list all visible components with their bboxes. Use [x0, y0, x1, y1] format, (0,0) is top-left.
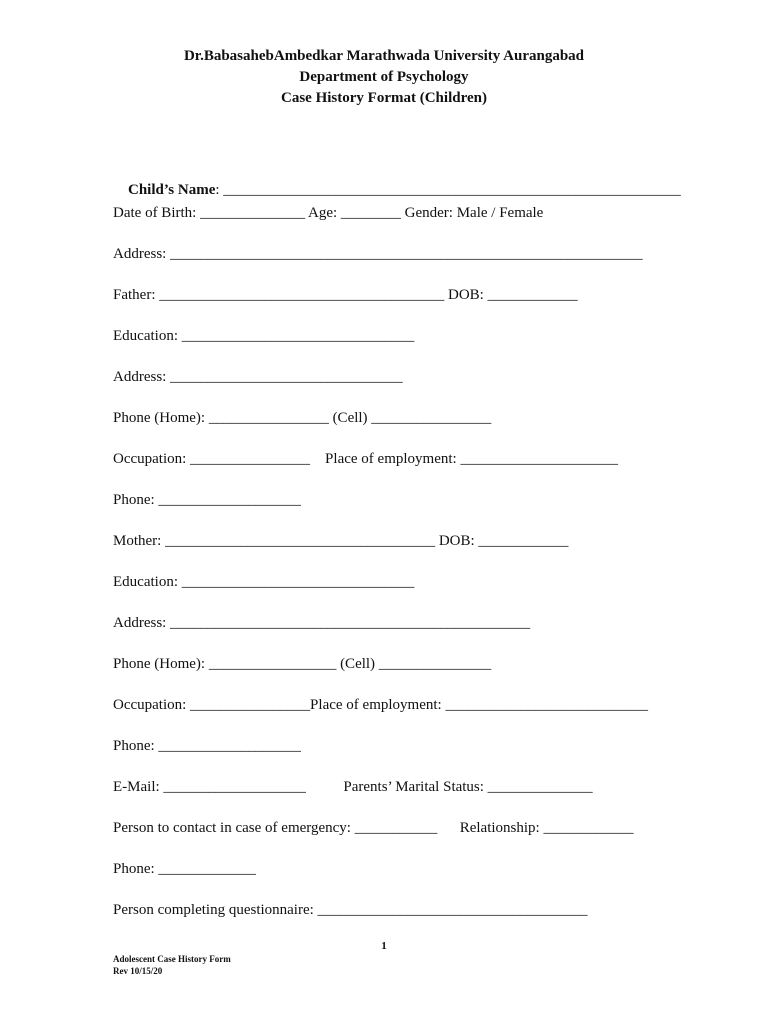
emergency-phone-field[interactable]: Phone: _____________: [113, 861, 256, 877]
form-title: Case History Format (Children): [281, 90, 487, 106]
date-of-birth-age-gender-field[interactable]: Date of Birth: ______________ Age: ________ Gender: Male / Female: [113, 205, 544, 221]
child-address-field[interactable]: Address: _______________________________________________________________: [113, 246, 643, 262]
questionnaire-completed-by-field[interactable]: Person completing questionnaire: ____________________________________: [113, 902, 588, 918]
father-address-field[interactable]: Address: _______________________________: [113, 369, 403, 385]
footer-form-name: Adolescent Case History Form: [113, 954, 231, 964]
father-phone-home-cell-field[interactable]: Phone (Home): ________________ (Cell) ________________: [113, 410, 492, 426]
mother-address-field[interactable]: Address: ________________________________________________: [113, 615, 531, 631]
document-header: [0, 46, 768, 109]
footer-revision: Rev 10/15/20: [113, 966, 163, 976]
mother-phone-field[interactable]: Phone: ___________________: [113, 738, 301, 754]
email-marital-status-field[interactable]: E-Mail: ___________________ Parents’ Marital Status: ______________: [113, 779, 593, 795]
mother-education-field[interactable]: Education: _______________________________: [113, 574, 415, 590]
page-number: 1: [381, 940, 387, 952]
father-education-field[interactable]: Education: _______________________________: [113, 328, 415, 344]
father-name-dob-field[interactable]: Father: ______________________________________ DOB: ____________: [113, 287, 578, 303]
father-phone-field[interactable]: Phone: ___________________: [113, 492, 301, 508]
father-occupation-field[interactable]: Occupation: ________________ Place of employment: _____________________: [113, 451, 618, 467]
mother-phone-home-cell-field[interactable]: Phone (Home): _________________ (Cell) _______________: [113, 656, 492, 672]
childs-name-blank[interactable]: : _____________________________________________________________: [215, 182, 681, 198]
emergency-contact-field[interactable]: Person to contact in case of emergency: ___________ Relationship: ____________: [113, 820, 634, 836]
mother-name-dob-field[interactable]: Mother: ____________________________________ DOB: ____________: [113, 533, 569, 549]
department-name: Department of Psychology: [299, 69, 469, 85]
university-name: Dr.BabasahebAmbedkar Marathwada University Aurangabad: [183, 48, 585, 64]
childs-name-label: Child’s Name: [128, 182, 216, 198]
mother-occupation-field[interactable]: Occupation: ________________Place of employment: ___________________________: [113, 697, 648, 713]
